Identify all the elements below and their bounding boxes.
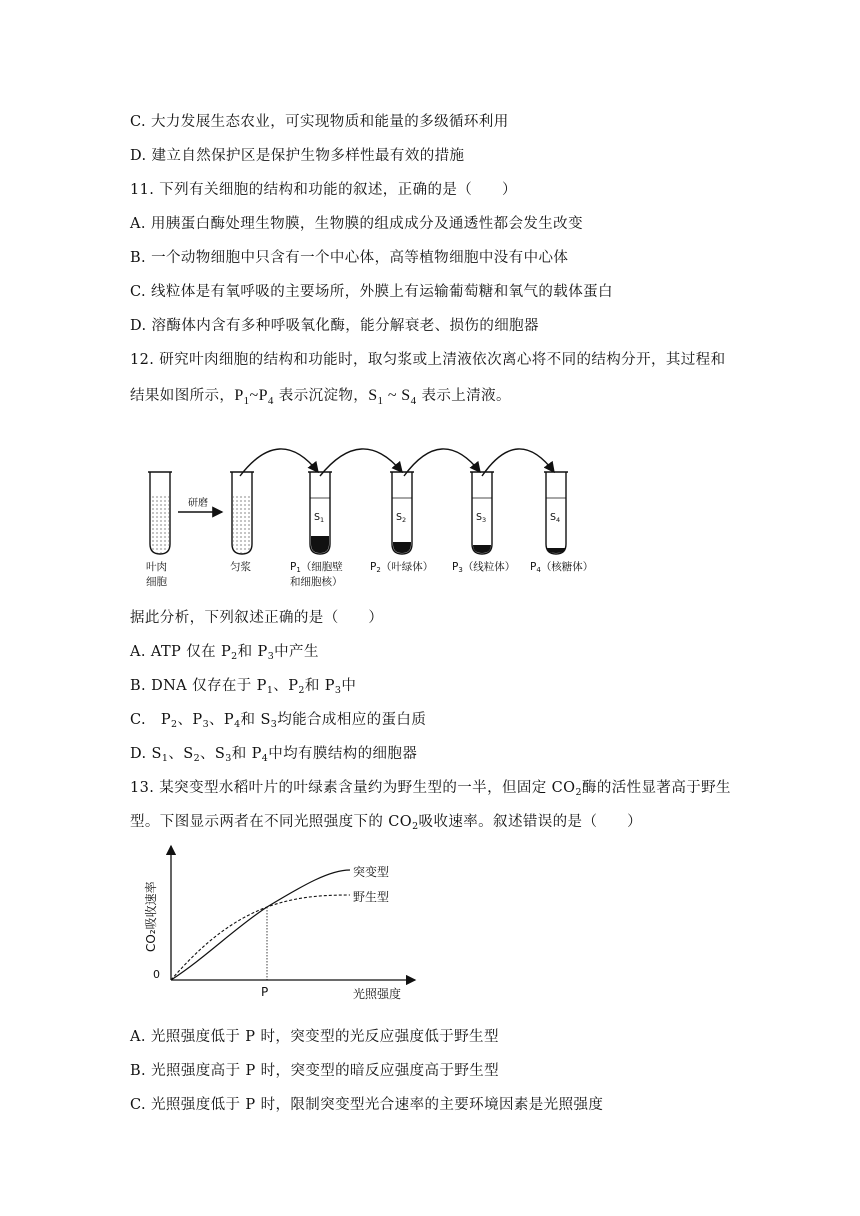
origin-label: 0 <box>153 968 160 981</box>
svg-text:S2: $S_2$ <box>396 512 407 524</box>
q11-stem: 11. 下列有关细胞的结构和功能的叙述，正确的是（ ） <box>130 182 517 198</box>
tube-s2 <box>390 472 414 554</box>
q11-option-d: D. 溶酶体内含有多种呼吸氧化酶，能分解衰老、损伤的细胞器 <box>130 318 539 334</box>
q11-option-c: C. 线粒体是有氧呼吸的主要场所，外膜上有运输葡萄糖和氧气的载体蛋白 <box>130 284 613 300</box>
q12-option-b: B. DNA 仅存在于 $P_1$、$P_2$和 $P_3$中 <box>130 678 357 696</box>
q13-option-a: A. 光照强度低于 P 时，突变型的光反应强度低于野生型 <box>130 1029 499 1045</box>
q11-option-b: B. 一个动物细胞中只含有一个中心体，高等植物细胞中没有中心体 <box>130 250 569 266</box>
x-tick-p: P <box>261 985 269 999</box>
tube-homogenate <box>230 472 254 554</box>
q13-option-b: B. 光照强度高于 P 时，突变型的暗反应强度高于野生型 <box>130 1063 500 1079</box>
tube-s1 <box>308 472 332 554</box>
tube-s4 <box>544 472 568 554</box>
label-leaf-cell-2: 细胞 <box>146 576 167 588</box>
svg-text:S1: $S_1$ <box>314 512 325 524</box>
centrifuge-figure <box>140 432 610 602</box>
label-p1-line2: 和细胞核） <box>290 576 343 588</box>
label-homogenate: 匀浆 <box>230 561 251 573</box>
series-mutant-line <box>171 870 350 980</box>
tube-leaf-cells <box>148 472 172 554</box>
q11-option-a: A. 用胰蛋白酶处理生物膜，生物膜的组成成分及通透性都会发生改变 <box>130 216 583 232</box>
series-wild-line <box>171 895 350 980</box>
q12-option-c: C. $P_2$、$P_3$、$P_4$和 $S_3$均能合成相应的蛋白质 <box>130 712 427 730</box>
svg-text:S3: $S_3$ <box>476 512 487 524</box>
x-axis-label: 光照强度 <box>353 987 402 1001</box>
q10-option-d: D. 建立自然保护区是保护生物多样性最有效的措施 <box>130 148 465 164</box>
q12-stem-line1: 12. 研究叶肉细胞的结构和功能时，取匀浆或上清液依次离心将不同的结构分开，其过程和 <box>130 352 726 368</box>
y-axis-label: CO₂吸收速率 <box>144 881 158 952</box>
series-mutant-label: 突变型 <box>353 865 390 879</box>
label-p3: P3（线粒体） <box>452 561 516 574</box>
q12-analysis: 据此分析，下列叙述正确的是（ ） <box>130 610 384 626</box>
q13-stem-line1: 13. 某突变型水稻叶片的叶绿素含量约为野生型的一半，但固定 $CO_2$酶的活性显著高于野生 <box>130 780 731 798</box>
label-p4: P4（核糖体） <box>530 561 594 574</box>
grind-label: 研磨 <box>188 498 208 509</box>
q13-stem-line2: 型。下图显示两者在不同光照强度下的 $CO_2$吸收速率。叙述错误的是（ ） <box>130 814 643 832</box>
curve-arrow-3 <box>404 449 480 476</box>
svg-text:S4: $S_4$ <box>550 512 561 524</box>
q10-option-c: C. 大力发展生态农业，可实现物质和能量的多级循环利用 <box>130 114 509 130</box>
q13-option-c: C. 光照强度低于 P 时，限制突变型光合速率的主要环境因素是光照强度 <box>130 1097 604 1113</box>
co2-uptake-chart <box>125 840 425 1010</box>
q12-stem-line2: 结果如图所示，$P_1\sim P_4$ 表示沉淀物，$S_1$ ~ $S_4$ 表示上清液。 <box>130 387 511 407</box>
label-p1: P1（细胞壁 <box>290 561 343 574</box>
curve-arrow-2 <box>320 449 402 476</box>
q12-option-d: D. $S_1$、$S_2$、$S_3$和 $P_4$中均有膜结构的细胞器 <box>130 746 418 764</box>
q12-option-a: A. ATP 仅在 $P_2$和 $P_3$中产生 <box>130 644 319 662</box>
label-p2: P2（叶绿体） <box>370 561 434 574</box>
tube-s3 <box>470 472 494 554</box>
label-leaf-cell-1: 叶肉 <box>146 561 167 573</box>
series-wild-label: 野生型 <box>353 890 390 904</box>
